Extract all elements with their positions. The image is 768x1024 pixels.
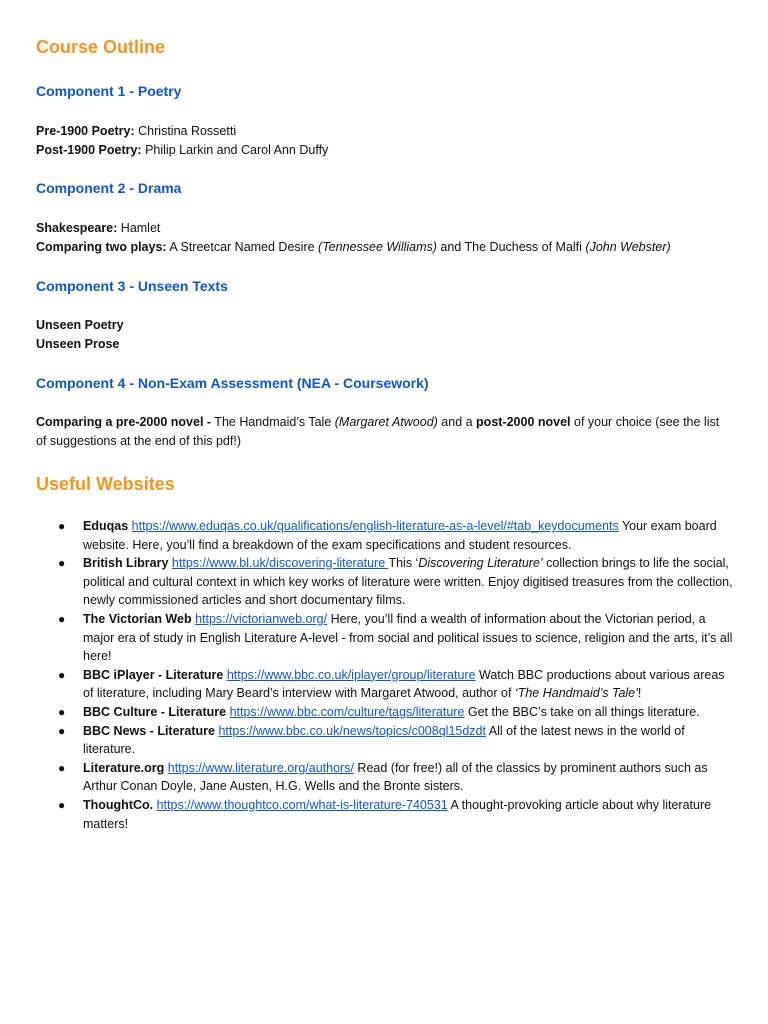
line-text: A Streetcar Named Desire	[166, 240, 319, 254]
victorian-web-link[interactable]: https://victorianweb.org/	[195, 611, 328, 626]
line-label: Unseen Poetry	[36, 318, 124, 332]
site-description: Get the BBC’s take on all things literature.	[464, 704, 700, 719]
component-3-heading: Component 3 - Unseen Texts	[36, 278, 228, 294]
line-text: Hamlet	[117, 221, 161, 235]
list-item-thoughtco	[36, 796, 736, 833]
list-item-eduqas	[36, 517, 736, 554]
line-label: Unseen Prose	[36, 337, 120, 351]
line-text: and The Duchess of Malfi	[436, 240, 586, 254]
site-description: Your exam board website. Here, you’ll find a breakdown of the exam specifications and student resources.	[83, 519, 717, 552]
para-bold: post-2000 novel	[476, 415, 571, 429]
para-text: of your choice (see the list of suggestions at the end of this pdf!)	[36, 415, 720, 448]
bullet-icon: ●	[58, 704, 66, 719]
line-label: Pre-1900 Poetry:	[36, 124, 135, 138]
site-name: BBC News - Literature	[83, 723, 215, 738]
useful-websites-title: Useful Websites	[36, 474, 175, 494]
component-4-heading: Component 4 - Non-Exam Assessment (NEA - Coursework)	[36, 375, 429, 391]
eduqas-link[interactable]: https://www.eduqas.co.uk/qualifications/english-literature-as-a-level/#tab_keydocuments	[131, 519, 619, 533]
para-label: Comparing a pre-2000 novel -	[36, 415, 212, 429]
component-1-heading: Component 1 - Poetry	[36, 83, 182, 99]
site-name: British Library	[83, 556, 169, 571]
line-label: Post-1900 Poetry:	[36, 143, 142, 157]
pre-1900-poetry-line	[36, 122, 236, 141]
thoughtco-link[interactable]: https://www.thoughtco.com/what-is-literature-740531	[156, 797, 448, 812]
websites-list	[36, 517, 736, 833]
site-name: The Victorian Web	[83, 611, 192, 626]
line-text: Philip Larkin and Carol Ann Duffy	[141, 143, 329, 157]
para-italic: (Margaret Atwood)	[334, 415, 438, 429]
site-description: collection brings to life the social, political and cultural context in which key works of literature were written. Enjoy digitised treasures from the collection, newly commissioned articles and short documentary films.	[83, 556, 733, 608]
line-label: Shakespeare:	[36, 221, 118, 235]
bbc-culture-link[interactable]: https://www.bbc.com/culture/tags/literature	[229, 704, 465, 719]
site-description: A thought-provoking article about why literature matters!	[83, 797, 712, 831]
course-outline-title: Course Outline	[36, 37, 166, 57]
list-item-bbc-iplayer	[36, 666, 736, 703]
bullet-icon: ●	[58, 723, 66, 738]
line-italic: (John Webster)	[585, 240, 671, 254]
bullet-icon: ●	[58, 556, 66, 571]
site-name: ThoughtCo.	[83, 797, 154, 812]
line-label: Comparing two plays:	[36, 240, 167, 254]
list-item-british-library	[36, 554, 736, 610]
list-item-bbc-news	[36, 722, 736, 759]
bbc-news-link[interactable]: https://www.bbc.co.uk/news/topics/c008ql15dzdt	[218, 723, 486, 738]
list-item-bbc-culture	[36, 703, 736, 722]
nea-paragraph	[36, 413, 726, 451]
site-description: Watch BBC productions about various areas of literature, including Mary Beard’s interview with Margaret Atwood, author of	[83, 667, 725, 701]
post-1900-poetry-line	[36, 141, 328, 160]
site-name: Literature.org	[83, 760, 165, 775]
literature-org-link[interactable]: https://www.literature.org/authors/	[167, 760, 354, 775]
british-library-link[interactable]: https://www.bl.uk/discovering-literature	[171, 556, 389, 571]
unseen-poetry-line	[36, 316, 124, 335]
site-description-italic: Discovering Literature’	[418, 556, 543, 571]
para-text: and a	[437, 415, 477, 429]
line-italic: (Tennessee Williams)	[318, 240, 437, 254]
site-description: Read (for free!) all of the classics by prominent authors such as Arthur Conan Doyle, Jane Austen, H.G. Wells and the Bronte sisters.	[83, 760, 708, 794]
list-item-victorian-web	[36, 610, 736, 666]
site-description: This ‘	[388, 556, 419, 571]
site-name: Eduqas	[83, 519, 129, 533]
site-description: All of the latest news in the world of literature.	[83, 723, 685, 757]
site-description: Here, you’ll find a wealth of information about the Victorian period, a major era of study in English Literature A-level - from social and political issues to science, religion and the arts, it’s all here!	[83, 611, 733, 664]
site-description: !	[637, 686, 642, 701]
bullet-icon: ●	[58, 760, 66, 775]
bbc-iplayer-link[interactable]: https://www.bbc.co.uk/iplayer/group/literature	[226, 667, 476, 682]
comparing-plays-line	[36, 238, 671, 257]
bullet-icon: ●	[58, 667, 66, 682]
unseen-prose-line	[36, 335, 119, 354]
bullet-icon: ●	[58, 797, 66, 812]
component-2-heading: Component 2 - Drama	[36, 180, 182, 196]
bullet-icon: ●	[58, 519, 66, 533]
line-text: Christina Rossetti	[134, 124, 237, 138]
site-name: BBC iPlayer - Literature	[83, 667, 224, 682]
site-name: BBC Culture - Literature	[83, 704, 227, 719]
shakespeare-line	[36, 219, 160, 238]
para-text: The Handmaid’s Tale	[211, 415, 335, 429]
list-item-literature-org	[36, 759, 736, 796]
bullet-icon: ●	[58, 611, 66, 626]
site-description-italic: ‘The Handmaid’s Tale’	[514, 686, 638, 701]
